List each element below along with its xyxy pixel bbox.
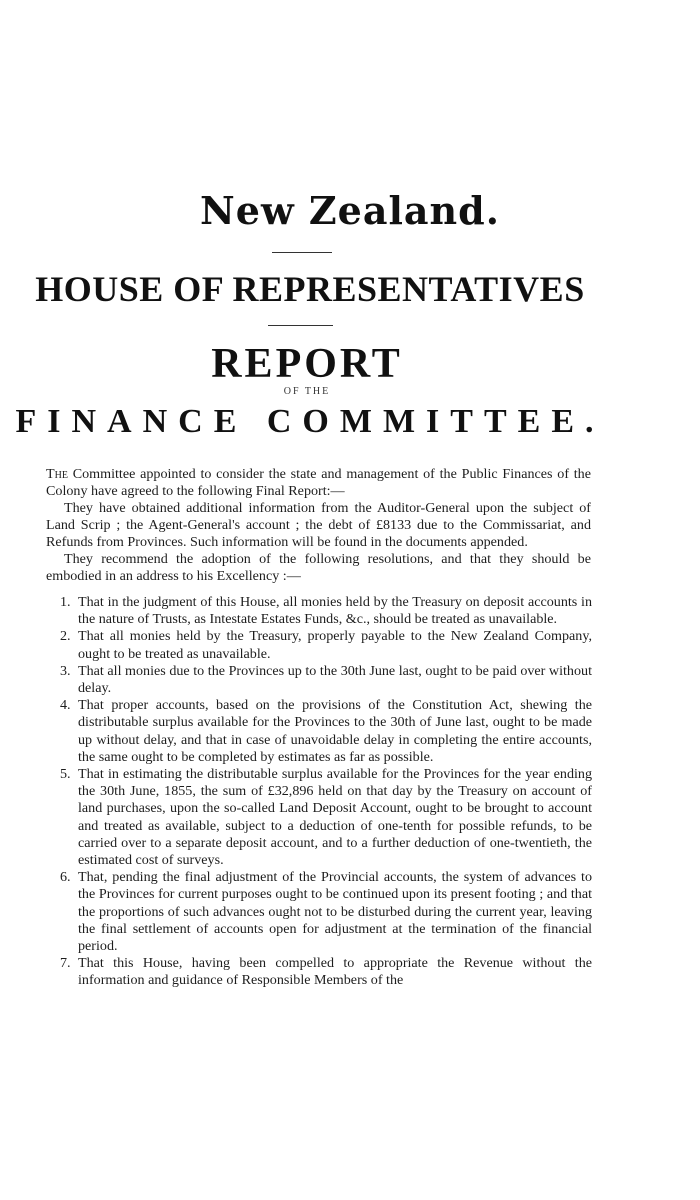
resolution-text: That proper accounts, based on the provisions of the Constitution Act, shewing the distributable surplus available for the Provinces to the 30th of June last, ought to be made up without delay, and that in case of unavoidable delay in completing the entire accounts, the same ought to be completed by estimates as far as possible. — [78, 697, 592, 765]
resolution-item — [60, 955, 592, 989]
resolution-item — [60, 594, 592, 628]
resolution-text: That in the judgment of this House, all monies held by the Treasury on deposit accounts in the nature of Trusts, as Intestate Estates Funds, &c., should be treated as unavailable. — [78, 594, 592, 628]
resolution-number: 4. — [60, 697, 71, 714]
resolution-number: 6. — [60, 869, 71, 886]
resolution-text: That all monies due to the Provinces up to the 30th June last, ought to be paid over without delay. — [78, 662, 592, 697]
resolution-text: That all monies held by the Treasury, properly payable to the New Zealand Company, ought to be treated as unavailable. — [78, 628, 592, 662]
report-heading: REPORT — [211, 341, 403, 387]
resolution-number: 5. — [60, 766, 71, 783]
document-title: New Zealand. — [200, 188, 500, 233]
divider-rule — [268, 325, 333, 326]
resolution-number: 7. — [60, 955, 71, 972]
information-paragraph: They have obtained additional information from the Auditor-General upon the subject of Land Scrip ; the Agent-General's account ; the debt of £8133 due to the Commissariat, and Refunds from Provinces. Such information will be found in the documents appended. — [46, 500, 591, 551]
of-the-subheading: OF THE — [283, 386, 331, 397]
recommendation-paragraph: They recommend the adoption of the following resolutions, and that they should be embodied in an address to his Excellency :— — [46, 551, 591, 585]
resolution-item — [60, 663, 592, 697]
resolution-text: That, pending the final adjustment of the Provincial accounts, the system of advances to the Provinces for current purposes ought to be continued upon its present footing ; and that the proportions of such advances ought not to be disturbed during the current year, leaving the final settlement of accounts open for adjustment at the termination of the financial period. — [78, 869, 592, 955]
resolution-item — [60, 697, 592, 766]
resolution-item — [60, 766, 592, 869]
intro-paragraph — [46, 466, 591, 500]
resolution-text: That in estimating the distributable surplus available for the Provinces for the year ending the 30th June, 1855, the sum of £32,896 held on that day by the Treasury on account of land purchases, upon the so-called Land Deposit Account, ought to be brought to account and treated as available, subject to a deduction of one-tenth for possible refunds, to be carried over to a separate deposit account, and to a further deduction of one-twentieth, the estimated cost of surveys. — [78, 766, 592, 869]
resolution-number: 1. — [60, 594, 71, 610]
resolution-number: 3. — [60, 662, 71, 679]
committee-heading: FINANCE COMMITTEE. — [15, 403, 605, 440]
resolution-item — [60, 869, 592, 955]
intro-paragraph-text: Committee appointed to consider the state and management of the Public Finances of the Colony have agreed to the following Final Report:— — [46, 466, 591, 500]
intro-lead-word: The — [46, 466, 68, 482]
resolutions-list — [60, 594, 592, 990]
resolution-item — [60, 628, 592, 662]
divider-rule — [272, 252, 332, 253]
resolution-number: 2. — [60, 628, 71, 645]
house-heading: HOUSE OF REPRESENTATIVES — [35, 269, 585, 309]
resolution-text: That this House, having been compelled to appropriate the Revenue without the information and guidance of Responsible Members of the — [78, 955, 592, 989]
